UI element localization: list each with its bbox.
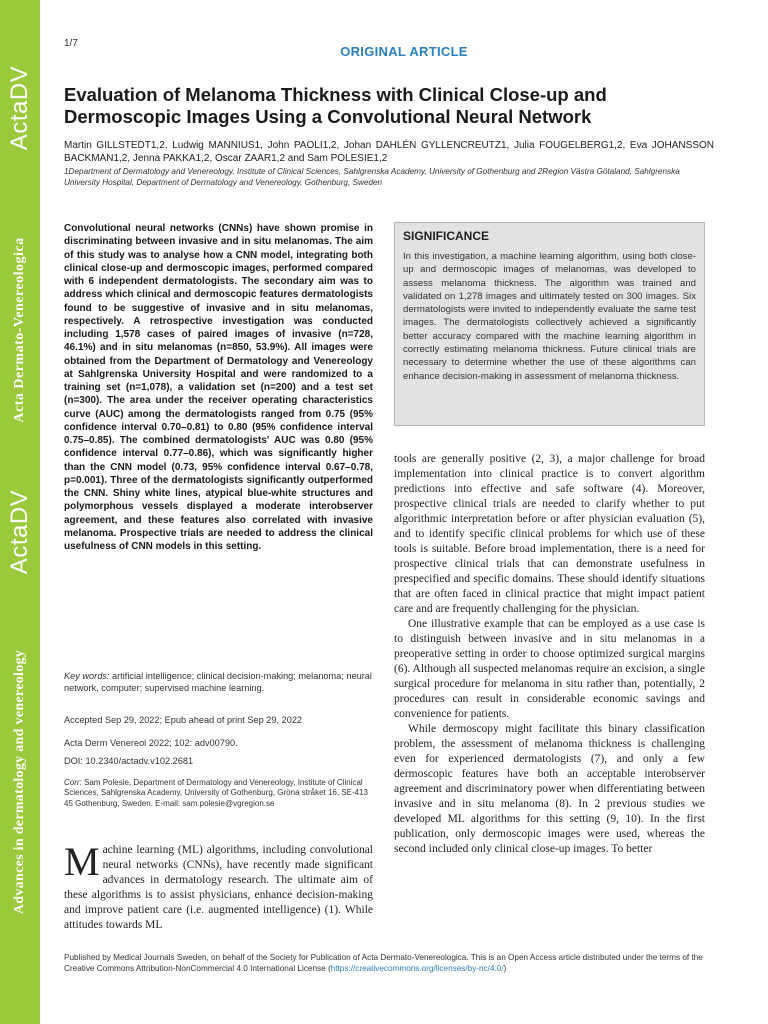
sidebar-logo-top: ActaDV xyxy=(6,65,33,151)
body-column-right xyxy=(394,452,705,857)
sidebar-logo-middle: ActaDV xyxy=(6,489,33,575)
body-intro-text: achine learning (ML) algorithms, including convolutional neural networks (CNNs), have recently made significant advances in dermatology research. The ultimate aim of these algorithms is to assist physicians, enhance decision-making and improve patient care (i.e. augmented intelligence) (1). While attitudes towards ML xyxy=(64,844,373,931)
affiliations: 1Department of Dermatology and Venereology, Institute of Clinical Sciences, Sahlgrenska Academy, University of Gothenburg and 2Region Västra Götaland, Sahlgrenska University Hospital, Department of Dermatology and Venereology, Gothenburg, Sweden xyxy=(64,167,680,187)
article-title: Evaluation of Melanoma Thickness with Clinical Close-up and Dermoscopic Images Using a Convolutional Neural Network xyxy=(64,84,607,127)
corr-label: Corr: xyxy=(64,778,82,787)
sidebar-journal-name: Acta Dermato-Venereologica xyxy=(12,237,27,423)
doi[interactable]: DOI: 10.2340/actadv.v102.2681 xyxy=(64,756,194,766)
page-number: 1/7 xyxy=(64,38,78,49)
footer-close: ) xyxy=(503,964,507,973)
citation: Acta Derm Venereol 2022; 102: adv00790. xyxy=(64,738,238,748)
body-paragraph-1: tools are generally positive (2, 3), a major challenge for broad implementation into clinical practice is to convert algorithm predictions into effective and safe software (4). Moreover, prospective clinical trials are needed to clarify whether to put algorithmic interpretation before or after physician evaluation (5), and to identify specific clinical problems for which use of these tools is suitable. Before broad implementation, there is a need for prospective clinical trials that can demonstrate usefulness in prespecified and specific domains. These should identify situations that are often faced in clinical practice that might impact patient care and are frequently challenging for the physician. xyxy=(394,453,705,615)
keywords xyxy=(64,671,373,694)
license-link[interactable]: https://creativecommons.org/licenses/by-nc/4.0/ xyxy=(330,964,504,973)
corr-text: Sam Polesie, Department of Dermatology and Venereology, Institute of Clinical Sciences, Sahlgrenska Academy, University of Gothenburg, Gröna stråket 16, SE-413 45 Gothenburg, Sweden. E-mail: sam.polesie@vgregion.se xyxy=(64,778,369,808)
body-column-left xyxy=(64,839,373,933)
significance-title: SIGNIFICANCE xyxy=(403,229,490,243)
sidebar-tagline: Advances in dermatology and venereology xyxy=(12,649,27,915)
drop-cap: M xyxy=(64,839,100,884)
significance-box xyxy=(394,222,705,426)
accepted-date: Accepted Sep 29, 2022; Epub ahead of print Sep 29, 2022 xyxy=(64,715,303,725)
journal-sidebar xyxy=(0,0,40,1024)
body-paragraph-2: One illustrative example that can be employed as a use case is to distinguish between invasive and in situ melanomas in a preoperative setting in order to choose optimized surgical margins (6). Although all suspected melanomas require an excision, a single surgical procedure for melanoma in situ rather than, potentially, 2 procedures can result in considerable economic savings and convenience for patients. xyxy=(394,618,705,720)
correspondence xyxy=(64,778,373,809)
author-list: Martin GILLSTEDT1,2, Ludwig MANNIUS1, John PAOLI1,2, Johan DAHLÉN GYLLENCREUTZ1, Julia FOUGELBERG1,2, Eva JOHANSSON BACKMAN1,2, Jenna PAKKA1,2, Oscar ZAAR1,2 and Sam POLESIE1,2 xyxy=(64,140,714,164)
abstract xyxy=(64,222,373,553)
body-paragraph-3: While dermoscopy might facilitate this binary classification problem, the assessment of melanoma thickness is challenging even for experienced dermatologists (7), and only a few dermoscopic features have both an acceptable interobserver agreement and discriminatory power when differentiating between invasive and in situ melanoma (8). In 2 previous studies we developed ML algorithms for this setting (9, 10). In the first publication, only dermoscopic images were used, whereas the second included only clinical close-up images. To better xyxy=(394,723,705,855)
license-footer xyxy=(64,952,714,974)
abstract-text: Convolutional neural networks (CNNs) have shown promise in discriminating between invasive and in situ melanomas. The aim of this study was to analyse how a CNN model, integrating both clinical close-up and dermoscopic images, performed compared with 6 independent dermatologists. The secondary aim was to address which clinical and dermoscopic features dermatologists found to be suggestive of invasive and in situ melanomas, respectively. A retrospective investigation was conducted including 1,578 cases of paired images of invasive (n=728, 46.1%) and in situ melanomas (n=850, 53.9%). All images were obtained from the Department of Dermatology and Venereology at Sahlgrenska University Hospital and were randomized to a training set (n=1,078), a validation set (n=200) and a test set (n=300). The area under the receiver operating characteristics curve (AUC) among the dermatologists ranged from 0.75 (95% confidence interval 0.70–0.81) to 0.80 (95% confidence interval 0.75–0.85). The combined dermatologists' AUC was 0.80 (95% confidence interval 0.77–0.86), which was significantly higher than the CNN model (0.73, 95% confidence interval 0.67–0.78, p=0.001). Three of the dermatologists significantly outperformed the CNN. Shiny white lines, atypical blue-white structures and polymorphous vessels displayed a moderate interobserver agreement, and these features also correlated with invasive melanoma. Prospective trials are needed to address the clinical usefulness of CNN models in this setting. xyxy=(64,223,373,552)
footer-text: Published by Medical Journals Sweden, on behalf of the Society for Publication of Acta Dermato-Venereologica. This is an Open Access article distributed under the terms of the Creative Commons Attribution-NonCommercial 4.0 International License ( xyxy=(64,953,703,973)
keywords-text: artificial intelligence; clinical decision-making; melanoma; neural network, computer; supervised machine learning. xyxy=(64,671,372,693)
keywords-label: Key words: xyxy=(64,671,110,681)
significance-text: In this investigation, a machine learning algorithm, using both close-up and dermoscopic images of melanomas, was developed to assess melanoma thickness. The algorithm was trained and validated on 1,278 images and ultimately tested on 300 images. Six dermatologists were invited to independently evaluate the same test images. The dermatologists collectively achieved a significantly better accuracy compared with the machine learning algorithm in correctly estimating melanoma thickness. Future clinical trials are necessary to determine whether the use of these algorithms can enhance decision-making in assessment of melanoma thickness. xyxy=(403,251,696,382)
article-type: ORIGINAL ARTICLE xyxy=(340,44,468,59)
